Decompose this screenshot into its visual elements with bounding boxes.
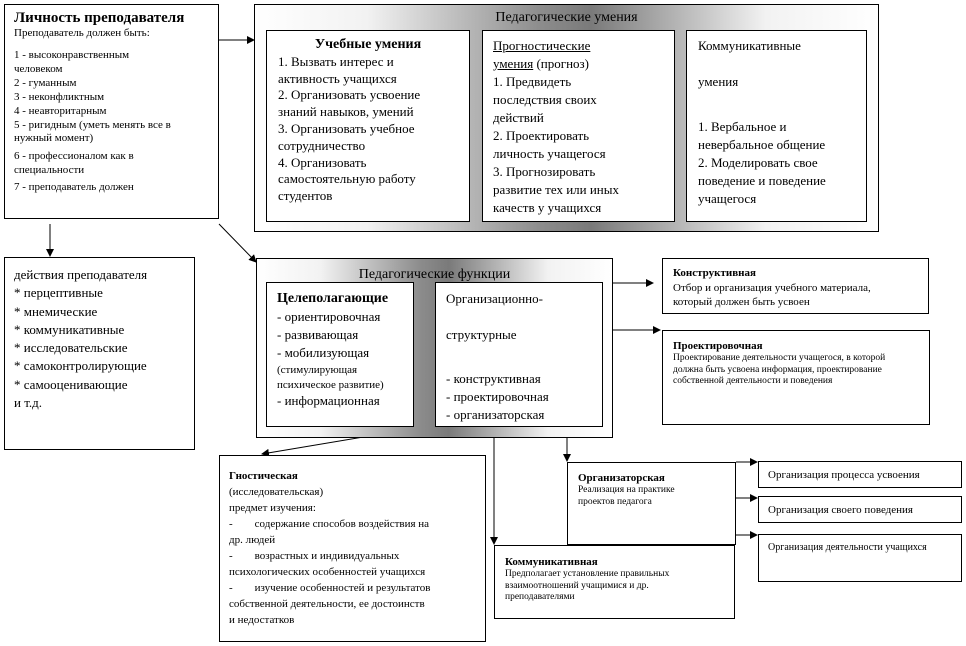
goal-setting-item: - ориентировочная — [277, 309, 381, 324]
org-structural-box — [435, 282, 603, 427]
prognostic-skill-line: действий — [493, 110, 544, 125]
educational-skills-box — [266, 30, 470, 222]
personality-item: специальности — [14, 164, 85, 177]
educational-skill-line: 4. Организовать — [278, 154, 367, 170]
gnostic-line: - возрастных и индивидуальных — [229, 550, 400, 562]
communicative-function-line: преподавателями — [505, 592, 575, 602]
org-subitem-label: Организация деятельности учащихся — [768, 542, 927, 553]
teacher-action-item: * перцептивные — [14, 285, 103, 301]
gnostic-line: предмет изучения: — [229, 502, 316, 514]
personality-item: 6 - профессионалом как в — [14, 150, 134, 163]
org-structural-item: - проектировочная — [446, 389, 549, 404]
teacher-action-item: * исследовательские — [14, 340, 128, 356]
prognostic-skill-line: развитие тех или иных — [493, 182, 619, 197]
communicative-skill-line: 1. Вербальное и — [698, 119, 787, 134]
communicative-function-line: взаимоотношений учащимися и др. — [505, 580, 649, 591]
teacher-actions-box — [4, 257, 195, 450]
design-line: должна быть усвоена информация, проектирование — [673, 364, 882, 375]
constructive-line: Отбор и организация учебного материала, — [673, 281, 871, 294]
personality-item: 5 - ригидным (уметь менять все в — [14, 118, 171, 131]
communicative-skill-line: 2. Моделировать свое — [698, 155, 818, 170]
design-title: Проектировочная — [673, 340, 763, 352]
organizational-title: Организаторская — [578, 472, 665, 484]
org-structural-item: - конструктивная — [446, 371, 541, 386]
personality-item: 1 - высоконравственным — [14, 49, 130, 61]
educational-skill-line: активность учащихся — [278, 70, 397, 86]
communicative-function-line: Предполагает установление правильных — [505, 569, 670, 579]
organizational-line: Реализация на практике — [578, 485, 675, 495]
gnostic-line: и недостатков — [229, 614, 295, 626]
educational-skill-line: 1. Вызвать интерес и — [278, 53, 394, 69]
prognostic-skills-title: Прогностические — [493, 38, 591, 53]
org-subitem-label: Организация процесса усвоения — [768, 469, 920, 481]
communicative-skill-line: невербальное общение — [698, 137, 826, 152]
prognostic-skill-line: 2. Проектировать — [493, 128, 590, 143]
constructive-box — [662, 258, 929, 314]
gnostic-line: собственной деятельности, ее достоинств — [229, 598, 425, 610]
communicative-skills-title-word: умения — [698, 74, 739, 89]
gnostic-line: др. людей — [229, 534, 276, 546]
constructive-line: который должен быть усвоен — [673, 296, 810, 308]
prognostic-skills-box — [482, 30, 675, 222]
educational-skill-line: самостоятельную работу — [278, 171, 416, 187]
prognostic-skill-line: личность учащегося — [493, 146, 606, 161]
prognostic-skills-title-note: (прогноз) — [533, 56, 590, 71]
teacher-action-item: и т.д. — [14, 395, 43, 411]
communicative-function-title: Коммуникативная — [505, 556, 598, 568]
personality-item: 3 - неконфликтным — [14, 90, 105, 103]
constructive-title: Конструктивная — [673, 267, 756, 279]
communicative-skill-line: учащегося — [698, 191, 757, 206]
prognostic-skill-line: 3. Прогнозировать — [493, 164, 596, 179]
organizational-box — [567, 462, 736, 545]
organizational-line: проектов педагога — [578, 496, 652, 507]
communicative-skill-line: поведение и поведение — [698, 173, 826, 188]
educational-skill-line: студентов — [278, 188, 333, 204]
teacher-action-item: * самоконтролирующие — [14, 358, 147, 374]
personality-item: нужный момент) — [14, 132, 94, 145]
prognostic-skill-line: последствия своих — [493, 92, 597, 107]
teacher-actions-title: действия преподавателя — [14, 267, 148, 282]
arrow-personality-to-functions — [219, 224, 256, 262]
pedagogical-skills-title: Педагогические умения — [495, 10, 638, 25]
personality-item: 4 - неавторитарным — [14, 104, 107, 117]
design-line: Проектирование деятельности учащегося, в которой — [673, 353, 886, 363]
org-structural-item: - организаторская — [446, 407, 545, 422]
teacher-personality-title: Личность преподавателя — [14, 10, 185, 26]
educational-skill-line: знаний навыков, умений — [278, 104, 414, 120]
prognostic-skill-line: 1. Предвидеть — [493, 74, 572, 89]
gnostic-line: психологических особенностей учащихся — [229, 566, 426, 578]
design-box — [662, 330, 930, 425]
gnostic-box — [219, 455, 486, 642]
gnostic-title: Гностическая — [229, 470, 298, 482]
gnostic-line: - содержание способов воздействия на — [229, 518, 430, 530]
personality-item: 7 - преподаватель должен — [14, 181, 134, 194]
educational-skill-line: сотрудничество — [278, 137, 366, 153]
org-behavior-box — [758, 496, 962, 523]
goal-setting-title: Целеполагающие — [277, 291, 389, 306]
prognostic-skills-title-word: умения — [493, 56, 534, 71]
org-process-box — [758, 461, 962, 488]
teacher-personality-box — [4, 4, 219, 219]
goal-setting-item: - развивающая — [277, 327, 359, 342]
teacher-personality-subtitle: Преподаватель должен быть: — [14, 27, 150, 39]
goal-setting-item: - мобилизующая — [277, 345, 370, 360]
org-subitem-label: Организация своего поведения — [768, 504, 913, 516]
org-structural-title: Организационно- — [446, 291, 543, 306]
personality-item: 2 - гуманным — [14, 76, 77, 89]
educational-skill-line: 3. Организовать учебное — [278, 120, 415, 136]
teacher-action-item: * коммуникативные — [14, 321, 125, 337]
org-activity-box — [758, 534, 962, 582]
gnostic-line: - изучение особенностей и результатов — [229, 582, 431, 594]
design-line: собственной деятельности и поведения — [673, 376, 833, 387]
gnostic-line: (исследовательская) — [229, 486, 324, 498]
teacher-action-item: * самооценивающие — [14, 376, 128, 392]
communicative-function-box — [494, 545, 735, 619]
goal-setting-box — [266, 282, 414, 427]
pedagogical-functions-title: Педагогические функции — [358, 267, 511, 282]
communicative-skills-title: Коммуникативные — [698, 38, 801, 53]
prognostic-skill-line: качеств у учащихся — [493, 200, 602, 215]
teacher-action-item: * мнемические — [14, 303, 98, 319]
goal-setting-item: психическое развитие) — [277, 379, 384, 391]
goal-setting-item: - информационная — [277, 393, 380, 408]
personality-item: человеком — [14, 62, 63, 75]
communicative-skills-box — [686, 30, 867, 222]
org-structural-title-word: структурные — [446, 327, 517, 342]
educational-skills-title: Учебные умения — [314, 37, 422, 52]
goal-setting-item: (стимулирующая — [277, 364, 358, 376]
educational-skill-line: 2. Организовать усвоение — [278, 87, 421, 103]
